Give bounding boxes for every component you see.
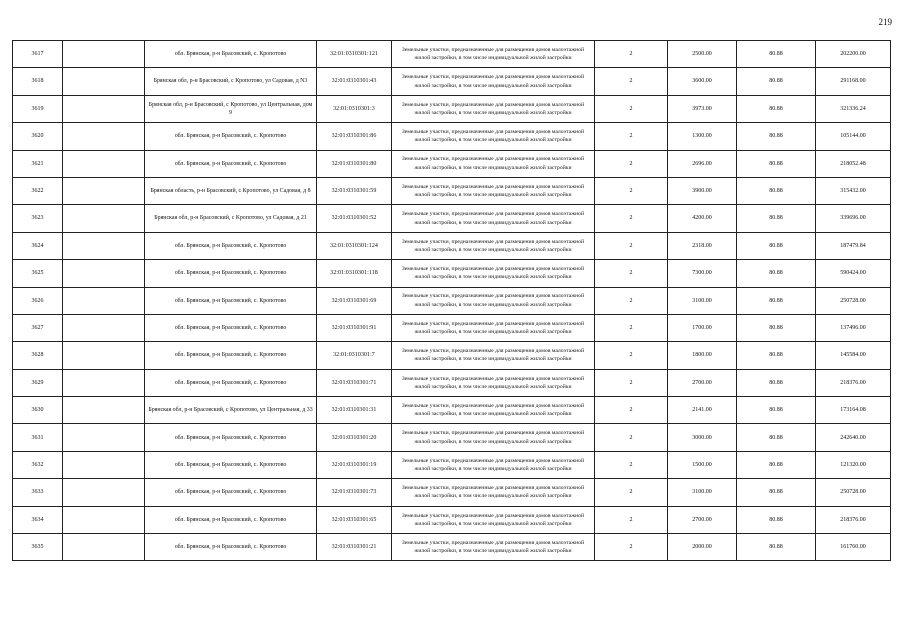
address-cell: обл. Брянская, р-н Брасовский, с. Кропотово bbox=[145, 314, 317, 341]
area-cell: 1500.00 bbox=[668, 451, 737, 478]
table-row bbox=[13, 424, 891, 451]
row-number-cell: 3624 bbox=[13, 232, 63, 259]
table-row bbox=[13, 232, 891, 259]
land-category-cell: Земельные участки, предназначенные для размещения домов малоэтажной жилой застройки, в том числе индивидуальной жилой застройки bbox=[392, 205, 595, 232]
area-cell: 2696.00 bbox=[668, 150, 737, 177]
group-cell: 2 bbox=[595, 506, 668, 533]
cadastral-number-cell: 32:01:0310301:21 bbox=[317, 534, 392, 561]
area-cell: 3000.00 bbox=[668, 424, 737, 451]
area-cell: 3100.00 bbox=[668, 479, 737, 506]
specific-value-cell: 80.88 bbox=[737, 177, 816, 204]
table-row bbox=[13, 68, 891, 95]
row-number-cell: 3623 bbox=[13, 205, 63, 232]
area-cell: 3100.00 bbox=[668, 287, 737, 314]
empty-cell bbox=[63, 95, 145, 122]
address-cell: обл. Брянская, р-н Брасовский, с. Кропотово bbox=[145, 232, 317, 259]
specific-value-cell: 80.88 bbox=[737, 451, 816, 478]
land-category-cell: Земельные участки, предназначенные для размещения домов малоэтажной жилой застройки, в том числе индивидуальной жилой застройки bbox=[392, 479, 595, 506]
specific-value-cell: 80.88 bbox=[737, 397, 816, 424]
address-cell: обл. Брянская, р-н Брасовский, с. Кропотово bbox=[145, 123, 317, 150]
land-category-cell: Земельные участки, предназначенные для размещения домов малоэтажной жилой застройки, в том числе индивидуальной жилой застройки bbox=[392, 451, 595, 478]
empty-cell bbox=[63, 205, 145, 232]
cadastral-value-cell: 339696.00 bbox=[816, 205, 891, 232]
specific-value-cell: 80.88 bbox=[737, 534, 816, 561]
empty-cell bbox=[63, 260, 145, 287]
table-row bbox=[13, 95, 891, 122]
specific-value-cell: 80.88 bbox=[737, 68, 816, 95]
land-category-cell: Земельные участки, предназначенные для размещения домов малоэтажной жилой застройки, в том числе индивидуальной жилой застройки bbox=[392, 232, 595, 259]
area-cell: 1300.00 bbox=[668, 123, 737, 150]
row-number-cell: 3632 bbox=[13, 451, 63, 478]
group-cell: 2 bbox=[595, 451, 668, 478]
land-category-cell: Земельные участки, предназначенные для размещения домов малоэтажной жилой застройки, в том числе индивидуальной жилой застройки bbox=[392, 314, 595, 341]
cadastral-number-cell: 32:01:0310301:31 bbox=[317, 397, 392, 424]
address-cell: Брянская обл, р-н Брасовский, с Кропотово, ул Садовая, д 21 bbox=[145, 205, 317, 232]
group-cell: 2 bbox=[595, 397, 668, 424]
group-cell: 2 bbox=[595, 342, 668, 369]
table-row bbox=[13, 260, 891, 287]
cadastral-number-cell: 32:01:0310301:59 bbox=[317, 177, 392, 204]
group-cell: 2 bbox=[595, 232, 668, 259]
group-cell: 2 bbox=[595, 95, 668, 122]
empty-cell bbox=[63, 369, 145, 396]
row-number-cell: 3622 bbox=[13, 177, 63, 204]
area-cell: 2000.00 bbox=[668, 534, 737, 561]
table-row bbox=[13, 506, 891, 533]
cadastral-number-cell: 32:01:0310301:65 bbox=[317, 506, 392, 533]
cadastral-value-cell: 590424.00 bbox=[816, 260, 891, 287]
address-cell: обл. Брянская, р-н Брасовский, с. Кропотово bbox=[145, 479, 317, 506]
empty-cell bbox=[63, 506, 145, 533]
cadastral-value-cell: 315432.00 bbox=[816, 177, 891, 204]
row-number-cell: 3634 bbox=[13, 506, 63, 533]
land-category-cell: Земельные участки, предназначенные для размещения домов малоэтажной жилой застройки, в том числе индивидуальной жилой застройки bbox=[392, 287, 595, 314]
empty-cell bbox=[63, 314, 145, 341]
group-cell: 2 bbox=[595, 41, 668, 68]
specific-value-cell: 80.88 bbox=[737, 369, 816, 396]
land-category-cell: Земельные участки, предназначенные для размещения домов малоэтажной жилой застройки, в том числе индивидуальной жилой застройки bbox=[392, 95, 595, 122]
address-cell: обл. Брянская, р-н Брасовский, с. Кропотово bbox=[145, 424, 317, 451]
cadastral-value-cell: 250728.00 bbox=[816, 287, 891, 314]
cadastral-number-cell: 32:01:0310301:73 bbox=[317, 479, 392, 506]
specific-value-cell: 80.88 bbox=[737, 260, 816, 287]
table-row bbox=[13, 287, 891, 314]
address-cell: обл. Брянская, р-н Брасовский, с. Кропотово bbox=[145, 260, 317, 287]
area-cell: 1700.00 bbox=[668, 314, 737, 341]
table-row bbox=[13, 205, 891, 232]
table-row bbox=[13, 150, 891, 177]
group-cell: 2 bbox=[595, 177, 668, 204]
empty-cell bbox=[63, 287, 145, 314]
area-cell: 2318.00 bbox=[668, 232, 737, 259]
specific-value-cell: 80.88 bbox=[737, 479, 816, 506]
cadastral-value-cell: 105144.00 bbox=[816, 123, 891, 150]
land-category-cell: Земельные участки, предназначенные для размещения домов малоэтажной жилой застройки, в том числе индивидуальной жилой застройки bbox=[392, 150, 595, 177]
cadastral-value-cell: 145584.00 bbox=[816, 342, 891, 369]
area-cell: 2500.00 bbox=[668, 41, 737, 68]
address-cell: обл. Брянская, р-н Брасовский, с. Кропотово bbox=[145, 41, 317, 68]
row-number-cell: 3630 bbox=[13, 397, 63, 424]
table-body bbox=[13, 41, 891, 561]
empty-cell bbox=[63, 479, 145, 506]
cadastral-number-cell: 32:01:0310301:20 bbox=[317, 424, 392, 451]
land-category-cell: Земельные участки, предназначенные для размещения домов малоэтажной жилой застройки, в том числе индивидуальной жилой застройки bbox=[392, 41, 595, 68]
cadastral-number-cell: 32:01:0310301:69 bbox=[317, 287, 392, 314]
empty-cell bbox=[63, 232, 145, 259]
empty-cell bbox=[63, 41, 145, 68]
row-number-cell: 3627 bbox=[13, 314, 63, 341]
cadastral-value-cell: 218376.00 bbox=[816, 506, 891, 533]
group-cell: 2 bbox=[595, 123, 668, 150]
land-category-cell: Земельные участки, предназначенные для размещения домов малоэтажной жилой застройки, в том числе индивидуальной жилой застройки bbox=[392, 260, 595, 287]
cadastral-number-cell: 32:01:0310301:19 bbox=[317, 451, 392, 478]
area-cell: 2700.00 bbox=[668, 506, 737, 533]
land-category-cell: Земельные участки, предназначенные для размещения домов малоэтажной жилой застройки, в том числе индивидуальной жилой застройки bbox=[392, 177, 595, 204]
land-category-cell: Земельные участки, предназначенные для размещения домов малоэтажной жилой застройки, в том числе индивидуальной жилой застройки bbox=[392, 506, 595, 533]
address-cell: обл. Брянская, р-н Брасовский, с. Кропотово bbox=[145, 342, 317, 369]
specific-value-cell: 80.88 bbox=[737, 424, 816, 451]
group-cell: 2 bbox=[595, 479, 668, 506]
row-number-cell: 3629 bbox=[13, 369, 63, 396]
area-cell: 1800.00 bbox=[668, 342, 737, 369]
land-registry-table bbox=[12, 40, 891, 561]
area-cell: 2700.00 bbox=[668, 369, 737, 396]
table-row bbox=[13, 123, 891, 150]
cadastral-number-cell: 32:01:0310301:121 bbox=[317, 41, 392, 68]
table-row bbox=[13, 41, 891, 68]
specific-value-cell: 80.88 bbox=[737, 123, 816, 150]
table-row bbox=[13, 177, 891, 204]
empty-cell bbox=[63, 68, 145, 95]
land-category-cell: Земельные участки, предназначенные для размещения домов малоэтажной жилой застройки, в том числе индивидуальной жилой застройки bbox=[392, 424, 595, 451]
area-cell: 3600.00 bbox=[668, 68, 737, 95]
specific-value-cell: 80.88 bbox=[737, 205, 816, 232]
cadastral-number-cell: 32:01:0310301:86 bbox=[317, 123, 392, 150]
cadastral-number-cell: 32:01:0310301:91 bbox=[317, 314, 392, 341]
row-number-cell: 3621 bbox=[13, 150, 63, 177]
address-cell: обл. Брянская, р-н Брасовский, с. Кропотово bbox=[145, 506, 317, 533]
specific-value-cell: 80.88 bbox=[737, 342, 816, 369]
page-number: 219 bbox=[878, 17, 892, 27]
empty-cell bbox=[63, 150, 145, 177]
cadastral-value-cell: 137496.00 bbox=[816, 314, 891, 341]
cadastral-value-cell: 218052.48 bbox=[816, 150, 891, 177]
group-cell: 2 bbox=[595, 260, 668, 287]
row-number-cell: 3626 bbox=[13, 287, 63, 314]
row-number-cell: 3628 bbox=[13, 342, 63, 369]
cadastral-number-cell: 32:01:0310301:118 bbox=[317, 260, 392, 287]
row-number-cell: 3617 bbox=[13, 41, 63, 68]
address-cell: обл. Брянская, р-н Брасовский, с. Кропотово bbox=[145, 150, 317, 177]
cadastral-value-cell: 187479.84 bbox=[816, 232, 891, 259]
specific-value-cell: 80.88 bbox=[737, 232, 816, 259]
specific-value-cell: 80.88 bbox=[737, 314, 816, 341]
table-row bbox=[13, 369, 891, 396]
area-cell: 3900.00 bbox=[668, 177, 737, 204]
cadastral-number-cell: 32:01:0310301:52 bbox=[317, 205, 392, 232]
address-cell: обл. Брянская, р-н Брасовский, с. Кропотово bbox=[145, 534, 317, 561]
land-category-cell: Земельные участки, предназначенные для размещения домов малоэтажной жилой застройки, в том числе индивидуальной жилой застройки bbox=[392, 369, 595, 396]
empty-cell bbox=[63, 451, 145, 478]
group-cell: 2 bbox=[595, 68, 668, 95]
specific-value-cell: 80.88 bbox=[737, 41, 816, 68]
cadastral-number-cell: 32:01:0310301:43 bbox=[317, 68, 392, 95]
row-number-cell: 3618 bbox=[13, 68, 63, 95]
group-cell: 2 bbox=[595, 287, 668, 314]
address-cell: обл. Брянская, р-н Брасовский, с. Кропотово bbox=[145, 369, 317, 396]
land-category-cell: Земельные участки, предназначенные для размещения домов малоэтажной жилой застройки, в том числе индивидуальной жилой застройки bbox=[392, 342, 595, 369]
cadastral-value-cell: 121320.00 bbox=[816, 451, 891, 478]
area-cell: 2141.00 bbox=[668, 397, 737, 424]
row-number-cell: 3635 bbox=[13, 534, 63, 561]
cadastral-value-cell: 173164.08 bbox=[816, 397, 891, 424]
table-row bbox=[13, 479, 891, 506]
area-cell: 4200.00 bbox=[668, 205, 737, 232]
group-cell: 2 bbox=[595, 534, 668, 561]
land-category-cell: Земельные участки, предназначенные для размещения домов малоэтажной жилой застройки, в том числе индивидуальной жилой застройки bbox=[392, 123, 595, 150]
cadastral-value-cell: 202200.00 bbox=[816, 41, 891, 68]
cadastral-number-cell: 32:01:0310301:3 bbox=[317, 95, 392, 122]
cadastral-number-cell: 32:01:0310301:7 bbox=[317, 342, 392, 369]
group-cell: 2 bbox=[595, 314, 668, 341]
group-cell: 2 bbox=[595, 424, 668, 451]
row-number-cell: 3633 bbox=[13, 479, 63, 506]
cadastral-value-cell: 242640.00 bbox=[816, 424, 891, 451]
specific-value-cell: 80.88 bbox=[737, 150, 816, 177]
specific-value-cell: 80.88 bbox=[737, 506, 816, 533]
land-category-cell: Земельные участки, предназначенные для размещения домов малоэтажной жилой застройки, в том числе индивидуальной жилой застройки bbox=[392, 68, 595, 95]
empty-cell bbox=[63, 177, 145, 204]
table-row bbox=[13, 451, 891, 478]
group-cell: 2 bbox=[595, 205, 668, 232]
land-category-cell: Земельные участки, предназначенные для размещения домов малоэтажной жилой застройки, в том числе индивидуальной жилой застройки bbox=[392, 397, 595, 424]
address-cell: обл. Брянская, р-н Брасовский, с. Кропотово bbox=[145, 451, 317, 478]
empty-cell bbox=[63, 534, 145, 561]
address-cell: Брянская обл, р-н Брасовский, с Кропотово, ул Центральная, дом 9 bbox=[145, 95, 317, 122]
empty-cell bbox=[63, 342, 145, 369]
row-number-cell: 3620 bbox=[13, 123, 63, 150]
row-number-cell: 3631 bbox=[13, 424, 63, 451]
address-cell: Брянская область, р-н Брасовский, с Кропотово, ул Садовая, д 8 bbox=[145, 177, 317, 204]
table-row bbox=[13, 342, 891, 369]
empty-cell bbox=[63, 397, 145, 424]
table-row bbox=[13, 397, 891, 424]
cadastral-number-cell: 32:01:0310301:124 bbox=[317, 232, 392, 259]
area-cell: 7300.00 bbox=[668, 260, 737, 287]
row-number-cell: 3619 bbox=[13, 95, 63, 122]
cadastral-value-cell: 321336.24 bbox=[816, 95, 891, 122]
land-category-cell: Земельные участки, предназначенные для размещения домов малоэтажной жилой застройки, в том числе индивидуальной жилой застройки bbox=[392, 534, 595, 561]
address-cell: обл. Брянская, р-н Брасовский, с. Кропотово bbox=[145, 287, 317, 314]
group-cell: 2 bbox=[595, 369, 668, 396]
cadastral-value-cell: 291168.00 bbox=[816, 68, 891, 95]
table-row bbox=[13, 314, 891, 341]
cadastral-number-cell: 32:01:0310301:71 bbox=[317, 369, 392, 396]
address-cell: Брянская обл, р-н Брасовский, с Кропотово, ул Центральная, д 33 bbox=[145, 397, 317, 424]
empty-cell bbox=[63, 123, 145, 150]
specific-value-cell: 80.88 bbox=[737, 95, 816, 122]
group-cell: 2 bbox=[595, 150, 668, 177]
area-cell: 3973.00 bbox=[668, 95, 737, 122]
row-number-cell: 3625 bbox=[13, 260, 63, 287]
cadastral-value-cell: 250728.00 bbox=[816, 479, 891, 506]
specific-value-cell: 80.88 bbox=[737, 287, 816, 314]
cadastral-value-cell: 161760.00 bbox=[816, 534, 891, 561]
cadastral-number-cell: 32:01:0310301:80 bbox=[317, 150, 392, 177]
table-row bbox=[13, 534, 891, 561]
empty-cell bbox=[63, 424, 145, 451]
address-cell: Брянская обл, р-н Брасовский, с Кропотово, ул Садовая, д N3 bbox=[145, 68, 317, 95]
cadastral-value-cell: 218376.00 bbox=[816, 369, 891, 396]
